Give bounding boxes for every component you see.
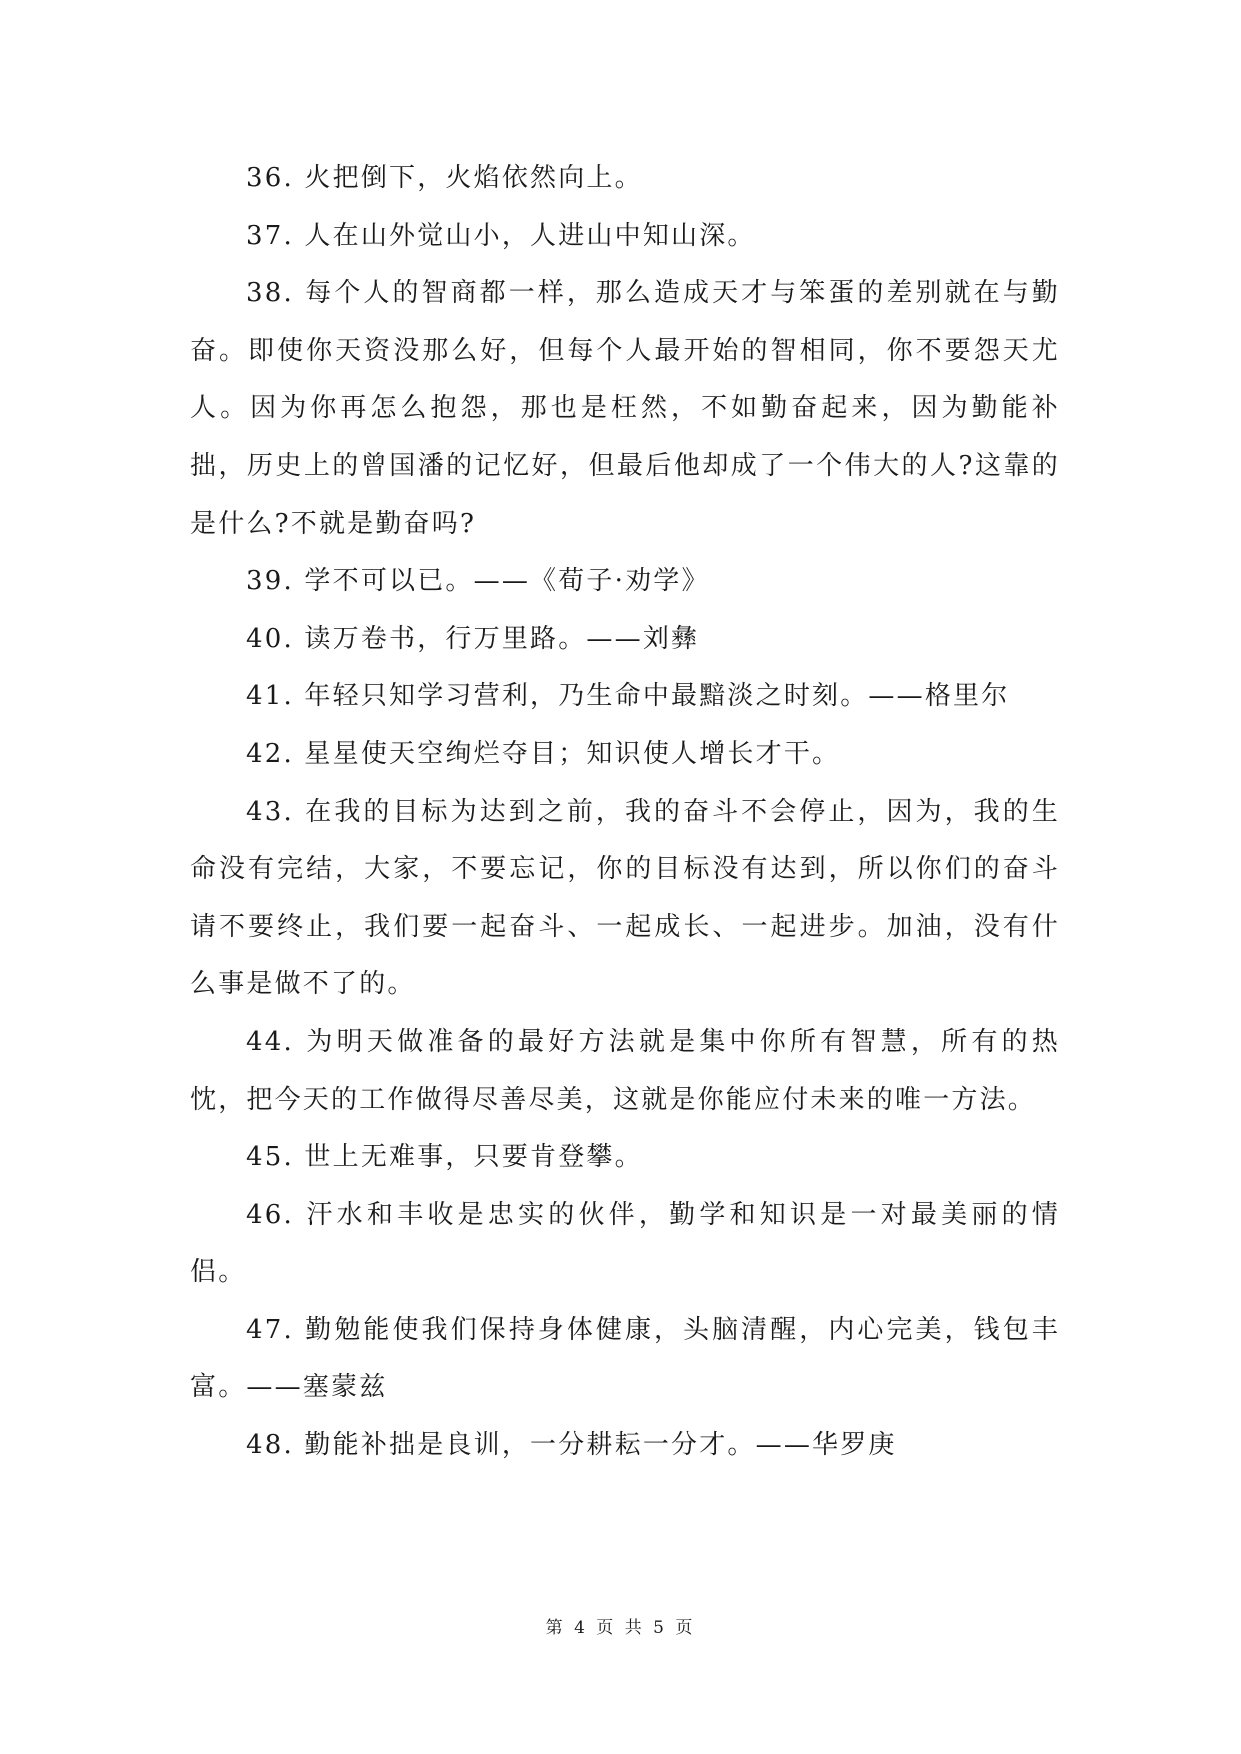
- paragraph-36: 36. 火把倒下，火焰依然向上。: [246, 163, 643, 193]
- page-number-label: 第 4 页 共 5 页: [545, 1618, 696, 1638]
- paragraph-43: 43. 在我的目标为达到之前，我的奋斗不会停止，因为，我的生命没有完结，大家，不要忘记，你的目标没有达到，所以你们的奋斗请不要终止，我们要一起奋斗、一起成长、一起进步。加油，没有什么事是做不了的。: [190, 796, 1060, 1000]
- paragraph-44: 44. 为明天做准备的最好方法就是集中你所有智慧，所有的热忱，把今天的工作做得尽善尽美，这就是你能应付未来的唯一方法。: [190, 1026, 1060, 1115]
- paragraph-47: 47. 勤勉能使我们保持身体健康，头脑清醒，内心完美，钱包丰富。——塞蒙兹: [190, 1314, 1060, 1403]
- page-footer: [0, 1613, 1241, 1638]
- paragraph-40: 40. 读万卷书，行万里路。——刘彝: [246, 623, 700, 654]
- paragraph-37: 37. 人在山外觉山小，人进山中知山深。: [246, 220, 756, 251]
- paragraph-41: 41. 年轻只知学习营利，乃生命中最黯淡之时刻。——格里尔: [246, 681, 1010, 712]
- paragraph-46: 46. 汗水和丰收是忠实的伙伴，勤学和知识是一对最美丽的情侣。: [190, 1199, 1060, 1288]
- paragraph-39: 39. 学不可以已。——《荀子·劝学》: [246, 566, 710, 597]
- paragraph-42: 42. 星星使天空绚烂夺目；知识使人增长才干。: [246, 738, 841, 769]
- paragraph-38: 38. 每个人的智商都一样，那么造成天才与笨蛋的差别就在与勤奋。即使你天资没那么好，但每个人最开始的智相同，你不要怨天尤人。因为你再怎么抱怨，那也是枉然，不如勤奋起来，因为勤能补拙，历史上的曾国潘的记忆好，但最后他却成了一个伟大的人?这靠的是什么?不就是勤奋吗?: [190, 278, 1060, 539]
- paragraph-48: 48. 勤能补拙是良训，一分耕耘一分才。——华罗庚: [246, 1430, 897, 1461]
- document-body: [190, 150, 1060, 1475]
- paragraph-45: 45. 世上无难事，只要肯登攀。: [246, 1142, 643, 1173]
